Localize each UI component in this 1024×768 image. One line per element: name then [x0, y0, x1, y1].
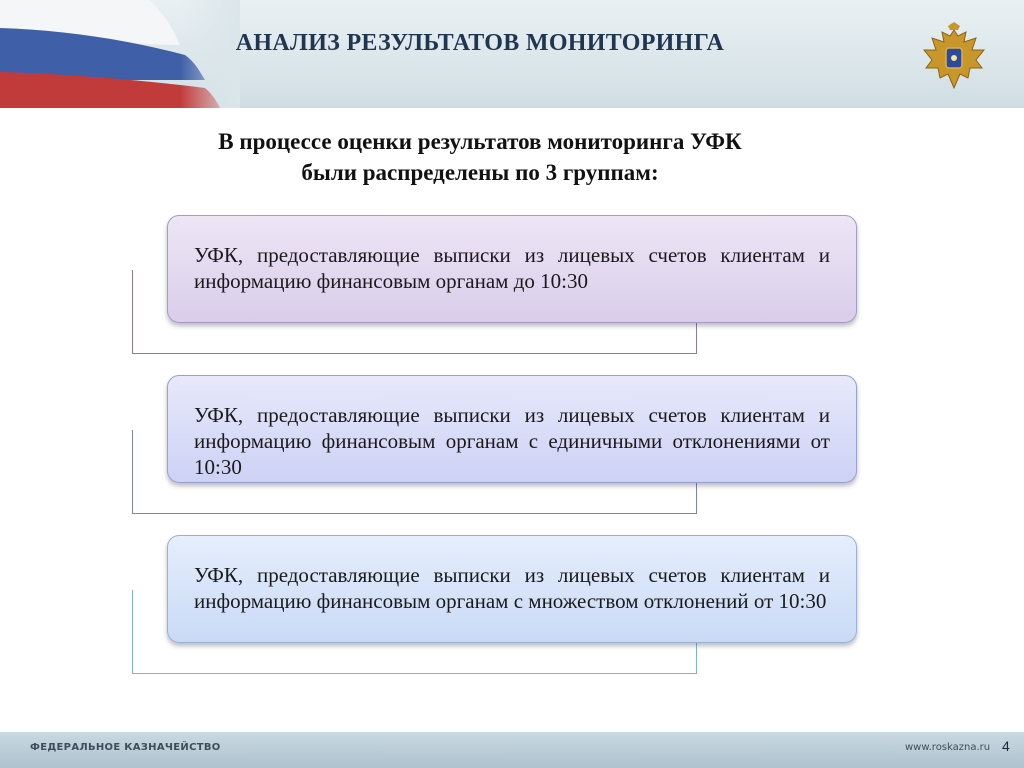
slide-header [0, 0, 1024, 108]
eagle-emblem-icon [918, 22, 990, 98]
footer-website-link[interactable]: www.roskazna.ru [905, 742, 991, 753]
group-1-box: УФК, предоставляющие выписки из лицевых счетов клиентам и информацию финансовым органам до 10:30 [167, 215, 857, 323]
group-3-box: УФК, предоставляющие выписки из лицевых счетов клиентам и информацию финансовым органам с множеством отклонений от 10:30 [167, 535, 857, 643]
slide-footer [0, 732, 1024, 768]
group-2-box: УФК, предоставляющие выписки из лицевых счетов клиентам и информацию финансовым органам с единичными отклонениями от 10:30 [167, 375, 857, 483]
page-number: 4 [1002, 738, 1010, 754]
subtitle-line-1: В процессе оценки результатов мониторинга УФК [218, 129, 742, 154]
subtitle-line-2: были распределены по 3 группам: [301, 160, 659, 185]
page-title: АНАЛИЗ РЕЗУЛЬТАТОВ МОНИТОРИНГА [235, 30, 725, 56]
footer-organization: ФЕДЕРАЛЬНОЕ КАЗНАЧЕЙСТВО [30, 742, 221, 753]
intro-subtitle [120, 126, 840, 188]
